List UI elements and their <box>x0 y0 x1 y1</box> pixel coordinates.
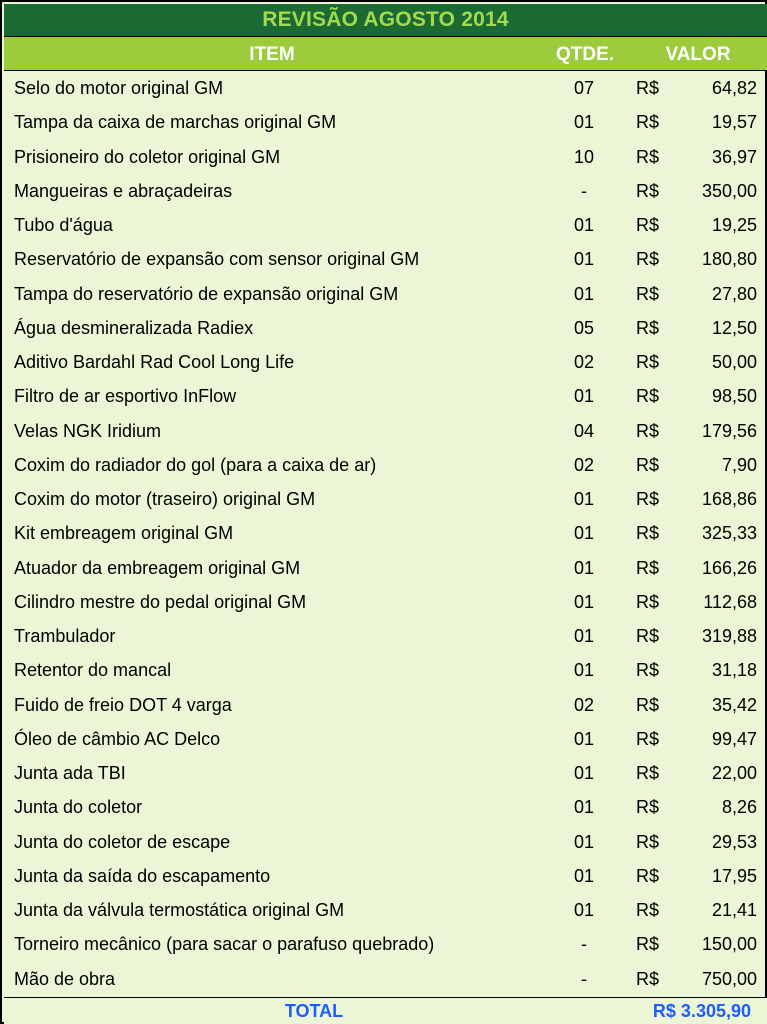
cell-valor: 112,68 <box>703 591 757 612</box>
cell-currency: R$ <box>636 591 660 612</box>
cell-item: Junta da saída do escapamento <box>14 865 271 886</box>
cell-item: Tampa da caixa de marchas original GM <box>14 112 337 133</box>
cell-item: Velas NGK Iridium <box>14 420 162 441</box>
cell-item: Coxim do radiador do gol (para a caixa de ar) <box>14 454 377 475</box>
cell-currency: R$ <box>636 386 660 407</box>
cell-qtde: - <box>581 934 587 955</box>
cell-valor: 350,00 <box>701 180 757 201</box>
table-title: REVISÃO AGOSTO 2014 <box>262 8 509 31</box>
cell-currency: R$ <box>636 831 660 852</box>
cell-valor: 325,33 <box>701 523 757 544</box>
cell-item: Junta do coletor de escape <box>14 831 231 852</box>
table-row <box>4 790 767 824</box>
cell-qtde: 01 <box>573 489 595 509</box>
cell-valor: 166,26 <box>701 557 757 578</box>
cell-currency: R$ <box>636 352 660 372</box>
cell-currency: R$ <box>636 454 660 475</box>
cell-qtde: 01 <box>573 831 595 852</box>
cell-item: Prisioneiro do coletor original GM <box>14 146 281 167</box>
table-row <box>4 825 767 859</box>
cell-item: Cilindro mestre do pedal original GM <box>14 591 307 612</box>
cell-qtde: 01 <box>573 283 595 304</box>
cell-valor: 27,80 <box>711 283 757 304</box>
header-item: ITEM <box>249 44 295 65</box>
cell-currency: R$ <box>636 557 660 578</box>
cell-qtde: 01 <box>573 865 595 886</box>
cell-valor: 29,53 <box>711 831 757 852</box>
cell-valor: 12,50 <box>711 317 757 338</box>
total-label: TOTAL <box>284 1001 344 1021</box>
cell-currency: R$ <box>636 317 660 338</box>
cell-currency: R$ <box>636 900 660 920</box>
table-row <box>4 722 767 756</box>
cell-qtde: 01 <box>573 591 595 612</box>
table-body <box>4 71 767 996</box>
cell-qtde: 01 <box>573 797 595 818</box>
cell-currency: R$ <box>636 146 660 167</box>
table-row <box>4 516 767 550</box>
cell-valor: 19,25 <box>711 215 757 235</box>
table-row <box>4 619 767 653</box>
cell-valor: 319,88 <box>701 626 757 646</box>
table-row <box>4 105 767 139</box>
cell-currency: R$ <box>636 283 660 304</box>
table-row <box>4 585 767 619</box>
cell-qtde: 02 <box>573 454 595 475</box>
cell-item: Trambulador <box>14 626 116 646</box>
cell-valor: 19,57 <box>711 112 757 133</box>
table-row <box>4 174 767 208</box>
table-row <box>4 414 767 448</box>
cell-item: Mangueiras e abraçadeiras <box>14 180 233 201</box>
table-row <box>4 242 767 276</box>
cell-qtde: 01 <box>573 557 595 578</box>
cell-currency: R$ <box>636 865 660 886</box>
cell-qtde: 10 <box>573 146 595 167</box>
cell-valor: 168,86 <box>701 489 757 509</box>
cell-item: Junta do coletor <box>14 797 143 818</box>
cell-currency: R$ <box>636 78 660 98</box>
table-row <box>4 208 767 242</box>
cell-item: Água desmineralizada Radiex <box>14 317 254 338</box>
cell-qtde: - <box>581 968 587 989</box>
table-row <box>4 345 767 379</box>
cell-currency: R$ <box>636 420 660 441</box>
cell-valor: 35,42 <box>711 694 757 715</box>
cell-qtde: 01 <box>573 660 595 681</box>
cell-currency: R$ <box>636 112 660 133</box>
cell-valor: 50,00 <box>711 352 757 372</box>
cell-item: Torneiro mecânico (para sacar o parafuso quebrado) <box>14 934 435 955</box>
table-row <box>4 962 767 996</box>
table-row <box>4 551 767 585</box>
cell-qtde: 01 <box>573 386 595 407</box>
cell-valor: 17,95 <box>711 865 757 886</box>
table-row <box>4 311 767 345</box>
total-value: R$ 3.305,90 <box>652 1001 751 1021</box>
table-row <box>4 756 767 790</box>
cell-qtde: 01 <box>573 728 595 749</box>
cell-valor: 98,50 <box>711 386 757 407</box>
table-row <box>4 893 767 927</box>
cell-item: Fuido de freio DOT 4 varga <box>14 694 232 715</box>
cell-currency: R$ <box>636 934 660 955</box>
header-valor: VALOR <box>665 44 731 65</box>
cell-currency: R$ <box>636 763 660 783</box>
cell-item: Selo do motor original GM <box>14 78 224 98</box>
cell-currency: R$ <box>636 489 660 509</box>
cell-valor: 750,00 <box>701 968 757 989</box>
header-qtde: QTDE. <box>555 44 615 65</box>
cell-qtde: 02 <box>573 694 595 715</box>
table-row <box>4 688 767 722</box>
cell-valor: 179,56 <box>701 420 757 441</box>
cell-valor: 36,97 <box>711 146 757 167</box>
cell-valor: 64,82 <box>711 78 757 98</box>
cell-valor: 180,80 <box>701 249 757 270</box>
cell-valor: 22,00 <box>711 763 757 783</box>
cell-qtde: 01 <box>573 900 595 920</box>
table-row <box>4 859 767 893</box>
cell-item: Junta ada TBI <box>14 763 126 783</box>
cell-qtde: 01 <box>573 215 595 235</box>
table-row <box>4 927 767 961</box>
cell-valor: 99,47 <box>711 728 757 749</box>
cell-currency: R$ <box>636 660 660 681</box>
table-row <box>4 482 767 516</box>
header-row <box>4 36 767 71</box>
cell-currency: R$ <box>636 523 660 544</box>
cell-currency: R$ <box>636 968 660 989</box>
cell-qtde: 01 <box>573 249 595 270</box>
table-row <box>4 277 767 311</box>
cell-item: Aditivo Bardahl Rad Cool Long Life <box>14 352 295 372</box>
cell-currency: R$ <box>636 180 660 201</box>
cell-currency: R$ <box>636 626 660 646</box>
cell-item: Mão de obra <box>14 968 116 989</box>
cell-item: Retentor do mancal <box>14 660 172 681</box>
cell-qtde: 01 <box>573 523 595 544</box>
cell-qtde: - <box>581 180 587 201</box>
cell-qtde: 01 <box>573 763 595 783</box>
cell-valor: 8,26 <box>721 797 757 818</box>
cell-item: Atuador da embreagem original GM <box>14 557 301 578</box>
cell-item: Óleo de câmbio AC Delco <box>14 728 221 749</box>
cell-item: Tubo d'água <box>14 215 113 235</box>
cell-valor: 31,18 <box>711 660 757 681</box>
table-row <box>4 140 767 174</box>
cell-item: Filtro de ar esportivo InFlow <box>14 386 237 407</box>
cell-item: Tampa do reservatório de expansão original GM <box>14 283 399 304</box>
cell-valor: 21,41 <box>711 900 757 920</box>
cell-qtde: 07 <box>573 78 595 98</box>
total-row <box>4 997 767 1024</box>
cell-qtde: 02 <box>573 352 595 372</box>
cell-qtde: 05 <box>573 317 595 338</box>
table-row <box>4 379 767 413</box>
cell-valor: 150,00 <box>701 934 757 955</box>
cell-qtde: 01 <box>573 626 595 646</box>
cell-item: Coxim do motor (traseiro) original GM <box>14 489 316 509</box>
cell-currency: R$ <box>636 797 660 818</box>
table-row <box>4 653 767 687</box>
title-bar <box>4 4 767 36</box>
cell-qtde: 04 <box>573 420 595 441</box>
cell-valor: 7,90 <box>721 454 757 475</box>
cell-currency: R$ <box>636 215 660 235</box>
cell-currency: R$ <box>636 249 660 270</box>
cell-item: Reservatório de expansão com sensor original GM <box>14 249 420 270</box>
cell-qtde: 01 <box>573 112 595 133</box>
cell-item: Junta da válvula termostática original GM <box>14 900 345 920</box>
cell-currency: R$ <box>636 728 660 749</box>
cell-item: Kit embreagem original GM <box>14 523 234 544</box>
table-row <box>4 448 767 482</box>
cell-currency: R$ <box>636 694 660 715</box>
table-row <box>4 71 767 105</box>
